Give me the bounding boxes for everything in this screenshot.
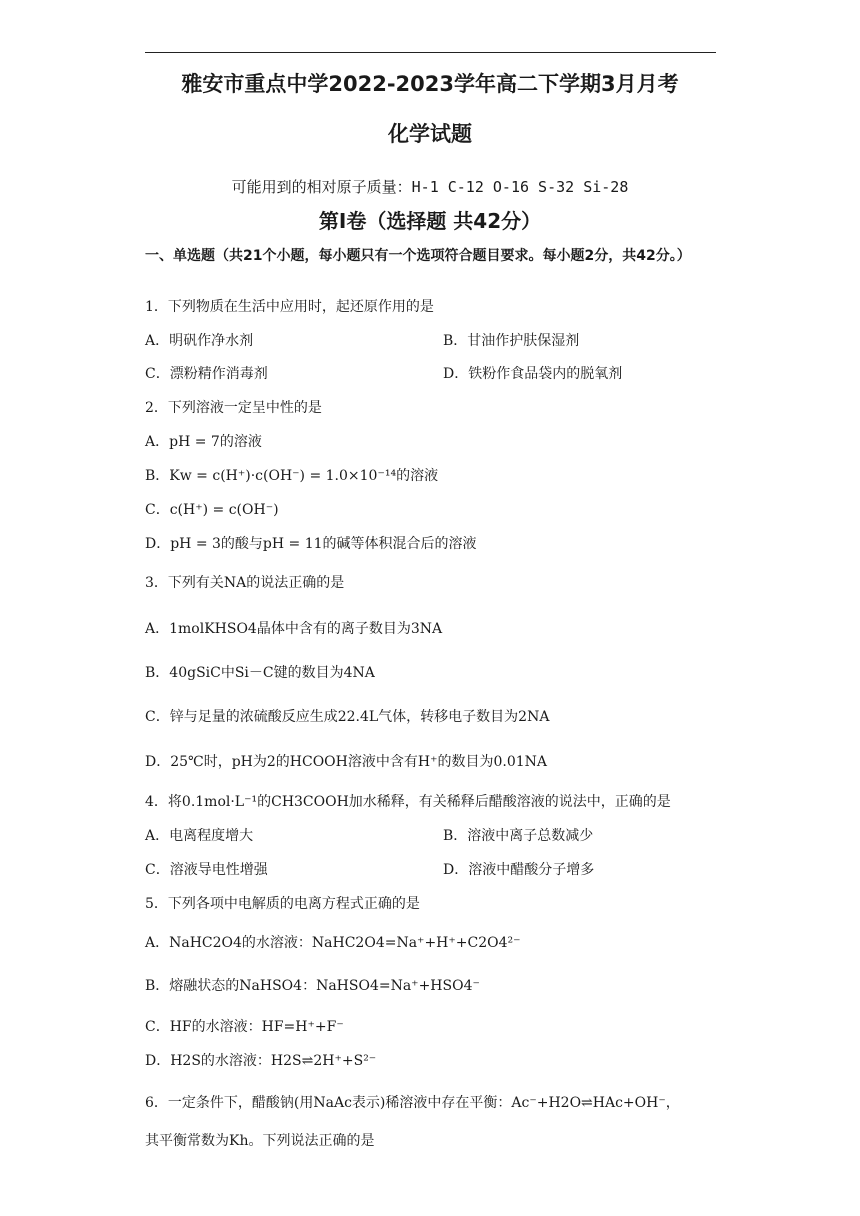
option-c: C．漂粉精作消毒剂	[145, 366, 268, 382]
option-d: D．铁粉作食品袋内的脱氧剂	[443, 366, 623, 382]
question-stem: 3．下列有关NA的说法正确的是	[145, 575, 345, 591]
option-b: B．Kw = c(H⁺)·c(OH⁻) = 1.0×10⁻¹⁴的溶液	[145, 468, 439, 484]
question-stem: 4．将0.1mol·L⁻¹的CH3COOH加水稀释，有关稀释后醋酸溶液的说法中，正确的是	[145, 794, 671, 810]
option-c: C．锌与足量的浓硫酸反应生成22.4L气体，转移电子数目为2NA	[145, 709, 550, 725]
exam-title: 雅安市重点中学2022-2023学年高二下学期3月月考	[181, 72, 679, 96]
option-c: C．溶液导电性增强	[145, 862, 268, 878]
option-a: A．明矾作净水剂	[145, 333, 254, 349]
option-c: C．HF的水溶液：HF=H⁺+F⁻	[145, 1019, 344, 1035]
option-a: A．1molKHSO4晶体中含有的离子数目为3NA	[145, 621, 443, 637]
option-b: B．40gSiC中Si－C键的数目为4NA	[145, 665, 375, 681]
question-stem: 6．一定条件下，醋酸钠(用NaAc表示)稀溶液中存在平衡：Ac⁻+H2O⇌HAc+OH⁻，	[145, 1095, 680, 1111]
section-title: 一、单选题（共21个小题，每小题只有一个选项符合题目要求。每小题2分，共42分。）	[145, 248, 691, 264]
option-c: C．c(H⁺) = c(OH⁻)	[145, 502, 279, 518]
option-b: B．甘油作护肤保湿剂	[443, 333, 580, 349]
option-b: B．溶液中离子总数减少	[443, 828, 594, 844]
question-stem: 2．下列溶液一定呈中性的是	[145, 400, 322, 416]
option-d: D．H2S的水溶液：H2S⇌2H⁺+S²⁻	[145, 1053, 377, 1069]
volume-title: 第Ⅰ卷（选择题 共42分）	[318, 209, 542, 233]
option-a: A．pH = 7的溶液	[145, 434, 262, 450]
option-d: D．25℃时，pH为2的HCOOH溶液中含有H⁺的数目为0.01NA	[145, 754, 547, 770]
atomic-masses: 可能用到的相对原子质量：H-1 C-12 O-16 S-32 Si-28	[231, 178, 629, 196]
question-stem-continued: 其平衡常数为Kh。下列说法正确的是	[145, 1133, 375, 1149]
question-stem: 1．下列物质在生活中应用时，起还原作用的是	[145, 299, 434, 315]
option-b: B．熔融状态的NaHSO4：NaHSO4=Na⁺+HSO4⁻	[145, 978, 480, 994]
question-stem: 5．下列各项中电解质的电离方程式正确的是	[145, 896, 420, 912]
option-d: D．溶液中醋酸分子增多	[443, 862, 595, 878]
top-rule	[145, 52, 716, 53]
option-a: A．NaHC2O4的水溶液：NaHC2O4=Na⁺+H⁺+C2O4²⁻	[145, 935, 521, 951]
exam-subtitle: 化学试题	[388, 122, 472, 146]
option-a: A．电离程度增大	[145, 828, 254, 844]
option-d: D．pH = 3的酸与pH = 11的碱等体积混合后的溶液	[145, 536, 477, 552]
